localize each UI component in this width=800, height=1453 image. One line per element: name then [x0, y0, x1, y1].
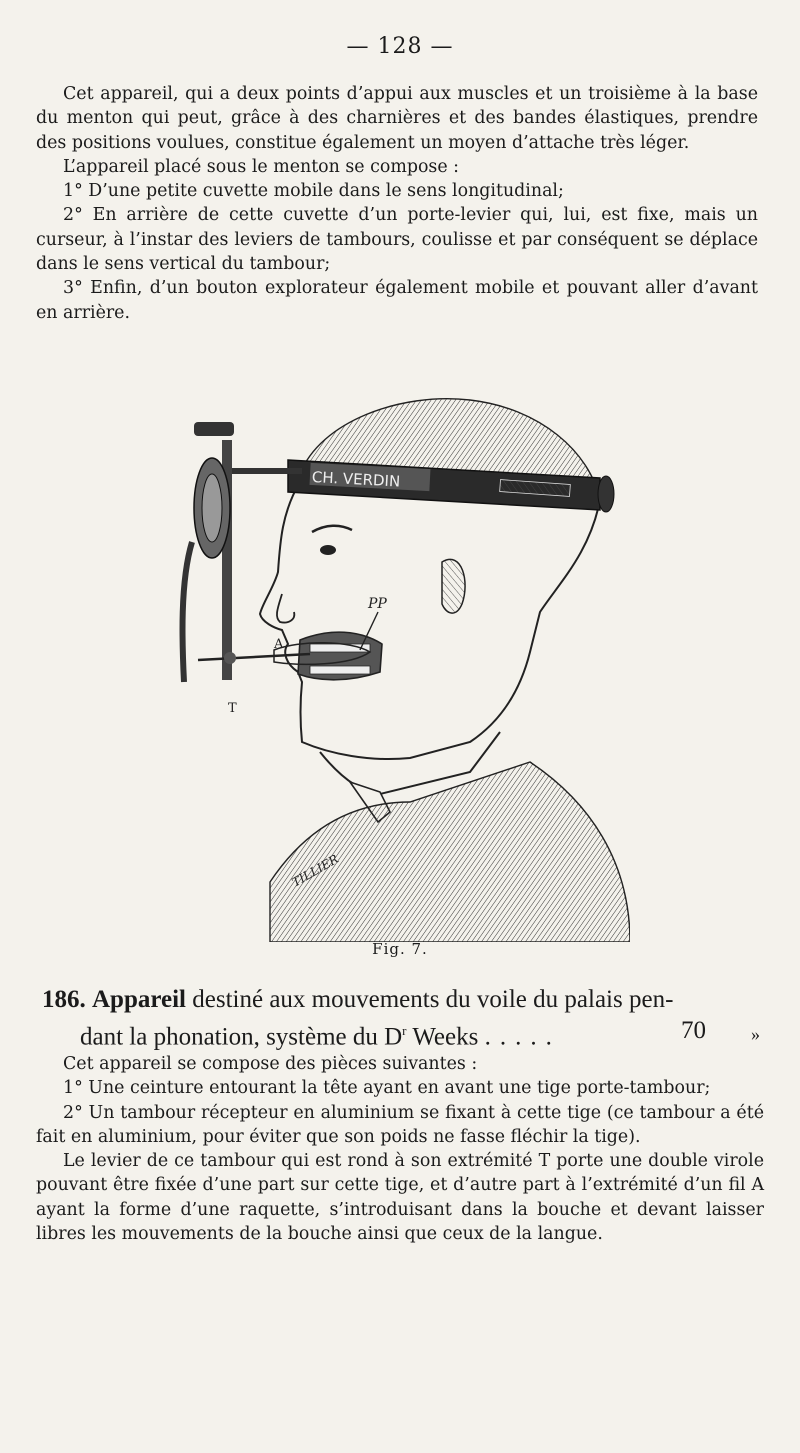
bottom-text-block [36, 1052, 764, 1246]
list-item: 1° D’une petite cuvette mobile dans le sens longitudinal; [63, 181, 564, 202]
section-heading [42, 984, 772, 1052]
paragraph: Cet appareil se compose des pièces suivantes : [63, 1054, 478, 1074]
top-text-block [36, 82, 758, 325]
section-line2-text: dant la phonation, système du D [80, 1023, 403, 1051]
list-item: 2° En arrière de cette cuvette d’un porte-levier qui, lui, est fixe, mais un curseur, à l’instar des leviers de tambours, coulisse et par conséquent se déplace dans le sens vertical du tambour; [36, 205, 758, 275]
paragraph: L’appareil placé sous le menton se compose : [63, 156, 460, 177]
figure-illustration [170, 382, 630, 942]
section-line2-name: Weeks [406, 1023, 479, 1051]
head-apparatus-engraving [170, 382, 630, 942]
paragraph: Cet appareil, qui a deux points d’appui aux muscles et un troisième à la base du menton qui peut, grâce à des charnières et des bandes élastiques, prendre des positions voulues, constitue également un moyen d’attache très léger. [36, 84, 758, 153]
list-item: 1° Une ceinture entourant la tête ayant en avant une tige porte-tambour; [63, 1078, 711, 1099]
band-label: CH. VERDIN [311, 467, 401, 491]
section-title-line2 [42, 1015, 772, 1052]
list-item: 2° Un tambour récepteur en aluminium se fixant à cette tige (ce tambour a été fait en aluminium, pour éviter que son poids ne fasse fléchir la tige). [36, 1102, 764, 1147]
label-pp: PP [368, 596, 387, 612]
price-ditto-mark: » [751, 1024, 760, 1044]
section-title-rest: destiné aux mouvements du voile du palais pen- [186, 986, 674, 1013]
section-title-bold: Appareil [92, 986, 186, 1013]
label-t: T [228, 701, 237, 716]
figure-caption: Fig. 7. [372, 940, 428, 958]
engraver-signature: TILLIER [289, 851, 341, 890]
section-line2-sup: r [402, 1023, 407, 1038]
price: 70 [681, 1017, 706, 1044]
list-item: 3° Enfin, d’un bouton explorateur également mobile et pouvant aller d’avant en arrière. [36, 278, 758, 323]
leader-dots: ..... [484, 1023, 561, 1051]
section-number: 186. [42, 986, 86, 1013]
label-a: A [274, 637, 284, 652]
paragraph: Le levier de ce tambour qui est rond à son extrémité T porte une double virole pouvant être fixée d’une part sur cette tige, et d’autre part à l’extrémité d’un fil A ayant la forme d’une raquette, s’introduisant dans la bouche et devant laisser libres les mouvements de la bouche ainsi que ceux de la langue. [36, 1151, 764, 1245]
page-number: — 128 — [346, 34, 454, 59]
